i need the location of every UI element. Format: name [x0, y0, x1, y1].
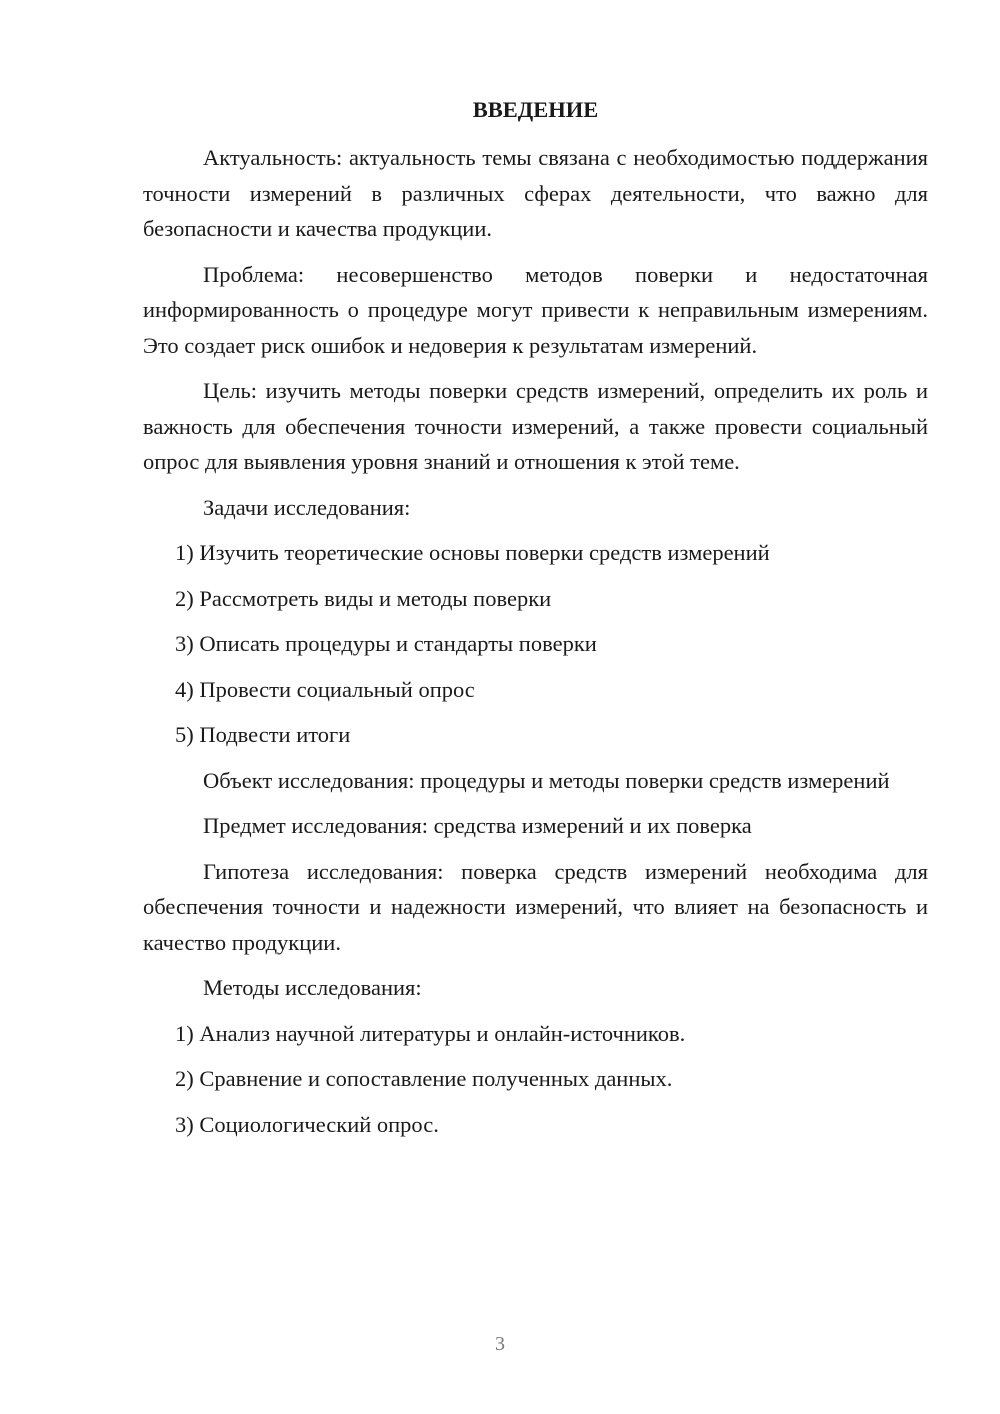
problem-paragraph: Проблема: несовершенство методов поверки и недостаточная информированность о процедуре могут привести к неправильным измерениям. Это создает риск ошибок и недоверия к результатам измерений.	[143, 261, 928, 358]
list-item: 3) Социологический опрос.	[175, 1111, 439, 1137]
list-item: 4) Провести социальный опрос	[175, 676, 475, 702]
relevance-paragraph: Актуальность: актуальность темы связана с необходимостью поддержания точности измерений в различных сферах деятельности, что важно для безопасности и качества продукции.	[143, 145, 928, 241]
document-page	[143, 92, 928, 1152]
list-item: 2) Рассмотреть виды и методы поверки	[175, 585, 552, 611]
subject-paragraph: Предмет исследования: средства измерений и их поверка	[203, 813, 752, 838]
section-title: ВВЕДЕНИЕ	[472, 97, 599, 122]
tasks-heading: Задачи исследования:	[203, 494, 411, 520]
hypothesis-paragraph: Гипотеза исследования: поверка средств измерений необходима для обеспечения точности и надежности измерений, что влияет на безопасность и качество продукции.	[143, 858, 928, 955]
page-number: 3	[495, 1333, 505, 1355]
list-item: 1) Анализ научной литературы и онлайн-источников.	[175, 1020, 686, 1046]
goal-paragraph: Цель: изучить методы поверки средств измерений, определить их роль и важность для обеспечения точности измерений, а также провести социальный опрос для выявления уровня знаний и отношения к этой теме.	[143, 378, 928, 474]
methods-heading: Методы исследования:	[203, 975, 422, 1000]
list-item: 2) Сравнение и сопоставление полученных данных.	[175, 1066, 673, 1091]
methods-list	[143, 1016, 928, 1143]
list-item: 3) Описать процедуры и стандарты поверки	[175, 631, 597, 656]
list-item: 5) Подвести итоги	[175, 722, 351, 747]
object-paragraph: Объект исследования: процедуры и методы поверки средств измерений	[203, 767, 890, 793]
tasks-list	[143, 535, 928, 753]
list-item: 1) Изучить теоретические основы поверки средств измерений	[175, 540, 770, 565]
